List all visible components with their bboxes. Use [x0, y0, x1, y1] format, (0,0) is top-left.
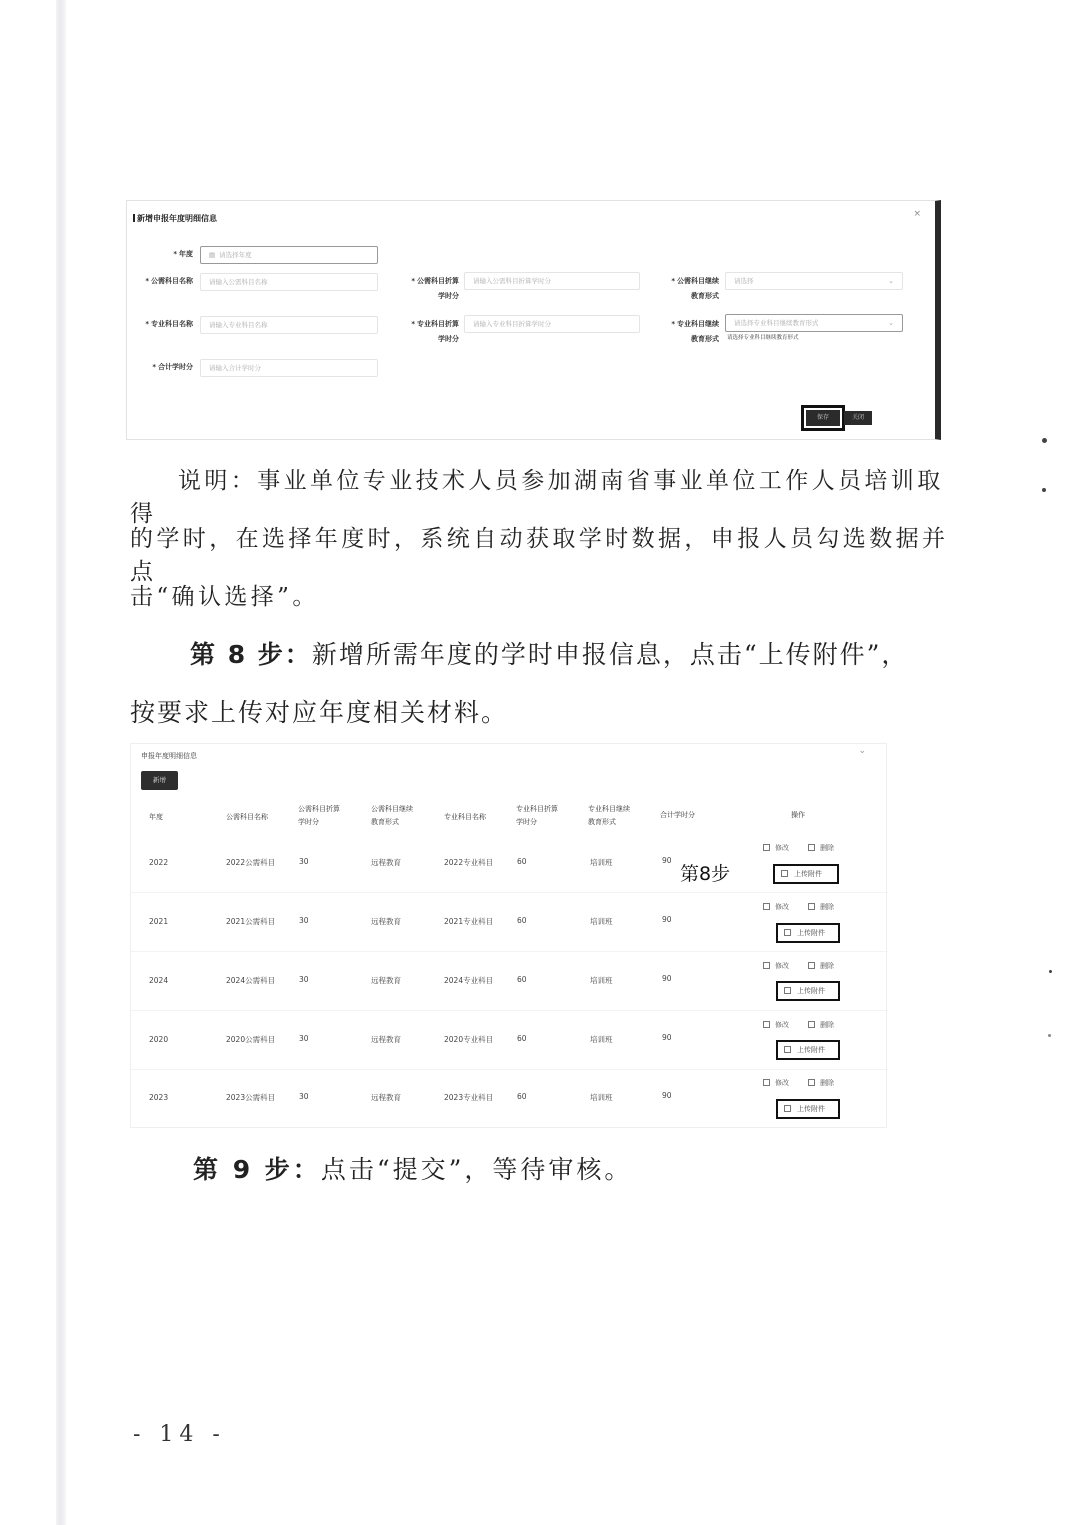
cell-year: 2023 [149, 1093, 169, 1102]
cell-public-hours: 30 [299, 916, 309, 925]
edit-button[interactable]: 修改 [763, 843, 789, 853]
total-hours-input[interactable]: 请输入合计学时分 [200, 359, 378, 377]
cell-year: 2021 [149, 917, 169, 926]
cell-pro-form: 培训班 [590, 917, 613, 926]
edit-icon [763, 1021, 770, 1028]
cell-year: 2022 [149, 858, 169, 867]
scan-speck [1048, 1034, 1051, 1037]
pro-subject-form-validation-hint: 请选择专业科目继续教育形式 [727, 335, 799, 341]
cell-public-name: 2022公需科目 [226, 858, 276, 867]
row-divider [131, 892, 888, 893]
delete-button[interactable]: 删除 [808, 1020, 834, 1030]
header-public-name: 公需科目名称 [226, 813, 268, 821]
upload-attachment-button[interactable]: 上传附件 [773, 864, 839, 884]
step8-lead: 第 8 步： [190, 640, 312, 669]
pro-subject-form-label: * 专业科目继续 教育形式 [671, 320, 719, 343]
cell-public-name: 2020公需科目 [226, 1035, 276, 1044]
pro-subject-form-select[interactable]: 请选择专业科目继续教育形式 ⌄ [725, 314, 903, 332]
total-hours-label: * 合计学时分 [152, 363, 193, 371]
calendar-icon: ▤ [209, 251, 216, 259]
edit-button[interactable]: 修改 [763, 961, 789, 971]
cell-pro-form: 培训班 [590, 976, 613, 985]
cell-year: 2024 [149, 976, 169, 985]
cell-public-name: 2021公需科目 [226, 917, 276, 926]
cell-total: 90 [662, 856, 672, 865]
upload-icon [784, 1046, 791, 1053]
pro-subject-hours-input[interactable]: 请输入专业科目折算学时分 [464, 315, 640, 333]
delete-icon [808, 844, 815, 851]
save-button[interactable]: 保存 [804, 408, 842, 428]
note-line-1: 说明：事业单位专业技术人员参加湖南省事业单位工作人员培训取得 [130, 468, 944, 527]
cell-pro-hours: 60 [517, 1092, 527, 1101]
cell-public-name: 2023公需科目 [226, 1093, 276, 1102]
chevron-down-icon: ⌄ [888, 319, 894, 327]
header-public-hours: 公需科目折算 学时分 [298, 805, 340, 826]
scan-speck [1049, 970, 1052, 973]
dialog-title: 新增申报年度明细信息 [133, 213, 217, 224]
cell-total: 90 [662, 1091, 672, 1100]
chevron-down-icon[interactable]: ⌄ [858, 746, 866, 756]
cell-public-hours: 30 [299, 1092, 309, 1101]
cell-total: 90 [662, 974, 672, 983]
page-binding-edge [56, 0, 66, 1525]
chevron-down-icon: ⌄ [888, 277, 894, 285]
cell-pro-name: 2020专业科目 [444, 1035, 494, 1044]
pro-subject-name-label: * 专业科目名称 [145, 320, 193, 328]
cell-public-hours: 30 [299, 857, 309, 866]
row-divider [131, 1069, 888, 1070]
delete-icon [808, 1021, 815, 1028]
scan-speck [1042, 488, 1046, 492]
step8-callout: 第8步 [680, 863, 731, 885]
header-pro-hours: 专业科目折算 学时分 [516, 805, 558, 826]
public-subject-name-label: * 公需科目名称 [145, 277, 193, 285]
cell-pro-name: 2021专业科目 [444, 917, 494, 926]
public-subject-name-input[interactable]: 请输入公需科目名称 [200, 273, 378, 291]
cell-pro-form: 培训班 [590, 1035, 613, 1044]
scan-speck [1042, 438, 1047, 443]
upload-icon [784, 987, 791, 994]
cell-pro-hours: 60 [517, 916, 527, 925]
note-line-3: 击“确认选择”。 [130, 584, 319, 610]
cell-total: 90 [662, 1033, 672, 1042]
note-line-2: 的学时，在选择年度时，系统自动获取学时数据，申报人员勾选数据并点 [130, 526, 949, 585]
public-subject-hours-label: * 公需科目折算 学时分 [411, 277, 459, 300]
delete-button[interactable]: 删除 [808, 902, 834, 912]
header-pro-form: 专业科目继续 教育形式 [588, 805, 630, 826]
cell-public-hours: 30 [299, 1034, 309, 1043]
cell-public-form: 远程教育 [371, 917, 401, 926]
year-picker[interactable]: ▤ 请选择年度 [200, 246, 378, 264]
cell-public-hours: 30 [299, 975, 309, 984]
edit-button[interactable]: 修改 [763, 1020, 789, 1030]
close-button[interactable]: 关闭 [844, 411, 872, 425]
step8-line-1: 第 8 步：新增所需年度的学时申报信息，点击“上传附件”， [190, 640, 909, 669]
edit-icon [763, 844, 770, 851]
edit-button[interactable]: 修改 [763, 1078, 789, 1088]
public-subject-form-label: * 公需科目继续 教育形式 [671, 277, 719, 300]
cell-pro-name: 2023专业科目 [444, 1093, 494, 1102]
edit-icon [763, 962, 770, 969]
header-total: 合计学时分 [660, 811, 695, 819]
page-number: - 14 - [133, 1422, 226, 1447]
upload-icon [781, 870, 788, 877]
close-icon[interactable]: × [913, 209, 921, 219]
header-public-form: 公需科目继续 教育形式 [371, 805, 413, 826]
delete-button[interactable]: 删除 [808, 961, 834, 971]
cell-public-name: 2024公需科目 [226, 976, 276, 985]
table-section-title: 申报年度明细信息 [141, 752, 197, 760]
cell-total: 90 [662, 915, 672, 924]
edit-icon [763, 1079, 770, 1086]
pro-subject-hours-label: * 专业科目折算 学时分 [411, 320, 459, 343]
step9-line: 第 9 步：点击“提交”，等待审核。 [193, 1155, 633, 1184]
upload-attachment-button[interactable]: 上传附件 [776, 923, 840, 943]
delete-button[interactable]: 删除 [808, 1078, 834, 1088]
cell-pro-form: 培训班 [590, 858, 613, 867]
header-pro-name: 专业科目名称 [444, 813, 486, 821]
edit-icon [763, 903, 770, 910]
edit-button[interactable]: 修改 [763, 902, 789, 912]
cell-year: 2020 [149, 1035, 169, 1044]
cell-public-form: 远程教育 [371, 1035, 401, 1044]
cell-pro-hours: 60 [517, 975, 527, 984]
public-subject-hours-input[interactable]: 请输入公需科目折算学时分 [464, 272, 640, 290]
step8-line-2: 按要求上传对应年度相关材料。 [130, 698, 509, 727]
public-subject-form-select[interactable]: 请选择 ⌄ [725, 272, 903, 290]
header-actions: 操作 [791, 811, 805, 819]
add-button[interactable]: 新增 [141, 771, 178, 790]
pro-subject-name-input[interactable]: 请输入专业科目名称 [200, 316, 378, 334]
delete-icon [808, 903, 815, 910]
delete-icon [808, 1079, 815, 1086]
cell-public-form: 远程教育 [371, 858, 401, 867]
upload-attachment-button[interactable]: 上传附件 [776, 981, 840, 1001]
upload-attachment-button[interactable]: 上传附件 [776, 1040, 840, 1060]
row-divider [131, 1010, 888, 1011]
cell-pro-name: 2024专业科目 [444, 976, 494, 985]
delete-icon [808, 962, 815, 969]
add-detail-dialog-screenshot [126, 200, 941, 440]
upload-attachment-button[interactable]: 上传附件 [776, 1099, 840, 1119]
cell-public-form: 远程教育 [371, 976, 401, 985]
upload-icon [784, 1105, 791, 1112]
upload-icon [784, 929, 791, 936]
step9-lead: 第 9 步： [193, 1155, 321, 1184]
declaration-detail-table-screenshot [130, 743, 887, 1128]
cell-public-form: 远程教育 [371, 1093, 401, 1102]
cell-pro-name: 2022专业科目 [444, 858, 494, 867]
header-year: 年度 [149, 813, 163, 821]
cell-pro-hours: 60 [517, 1034, 527, 1043]
year-label: * 年度 [173, 250, 193, 258]
delete-button[interactable]: 删除 [808, 843, 834, 853]
row-divider [131, 951, 888, 952]
cell-pro-form: 培训班 [590, 1093, 613, 1102]
cell-pro-hours: 60 [517, 857, 527, 866]
